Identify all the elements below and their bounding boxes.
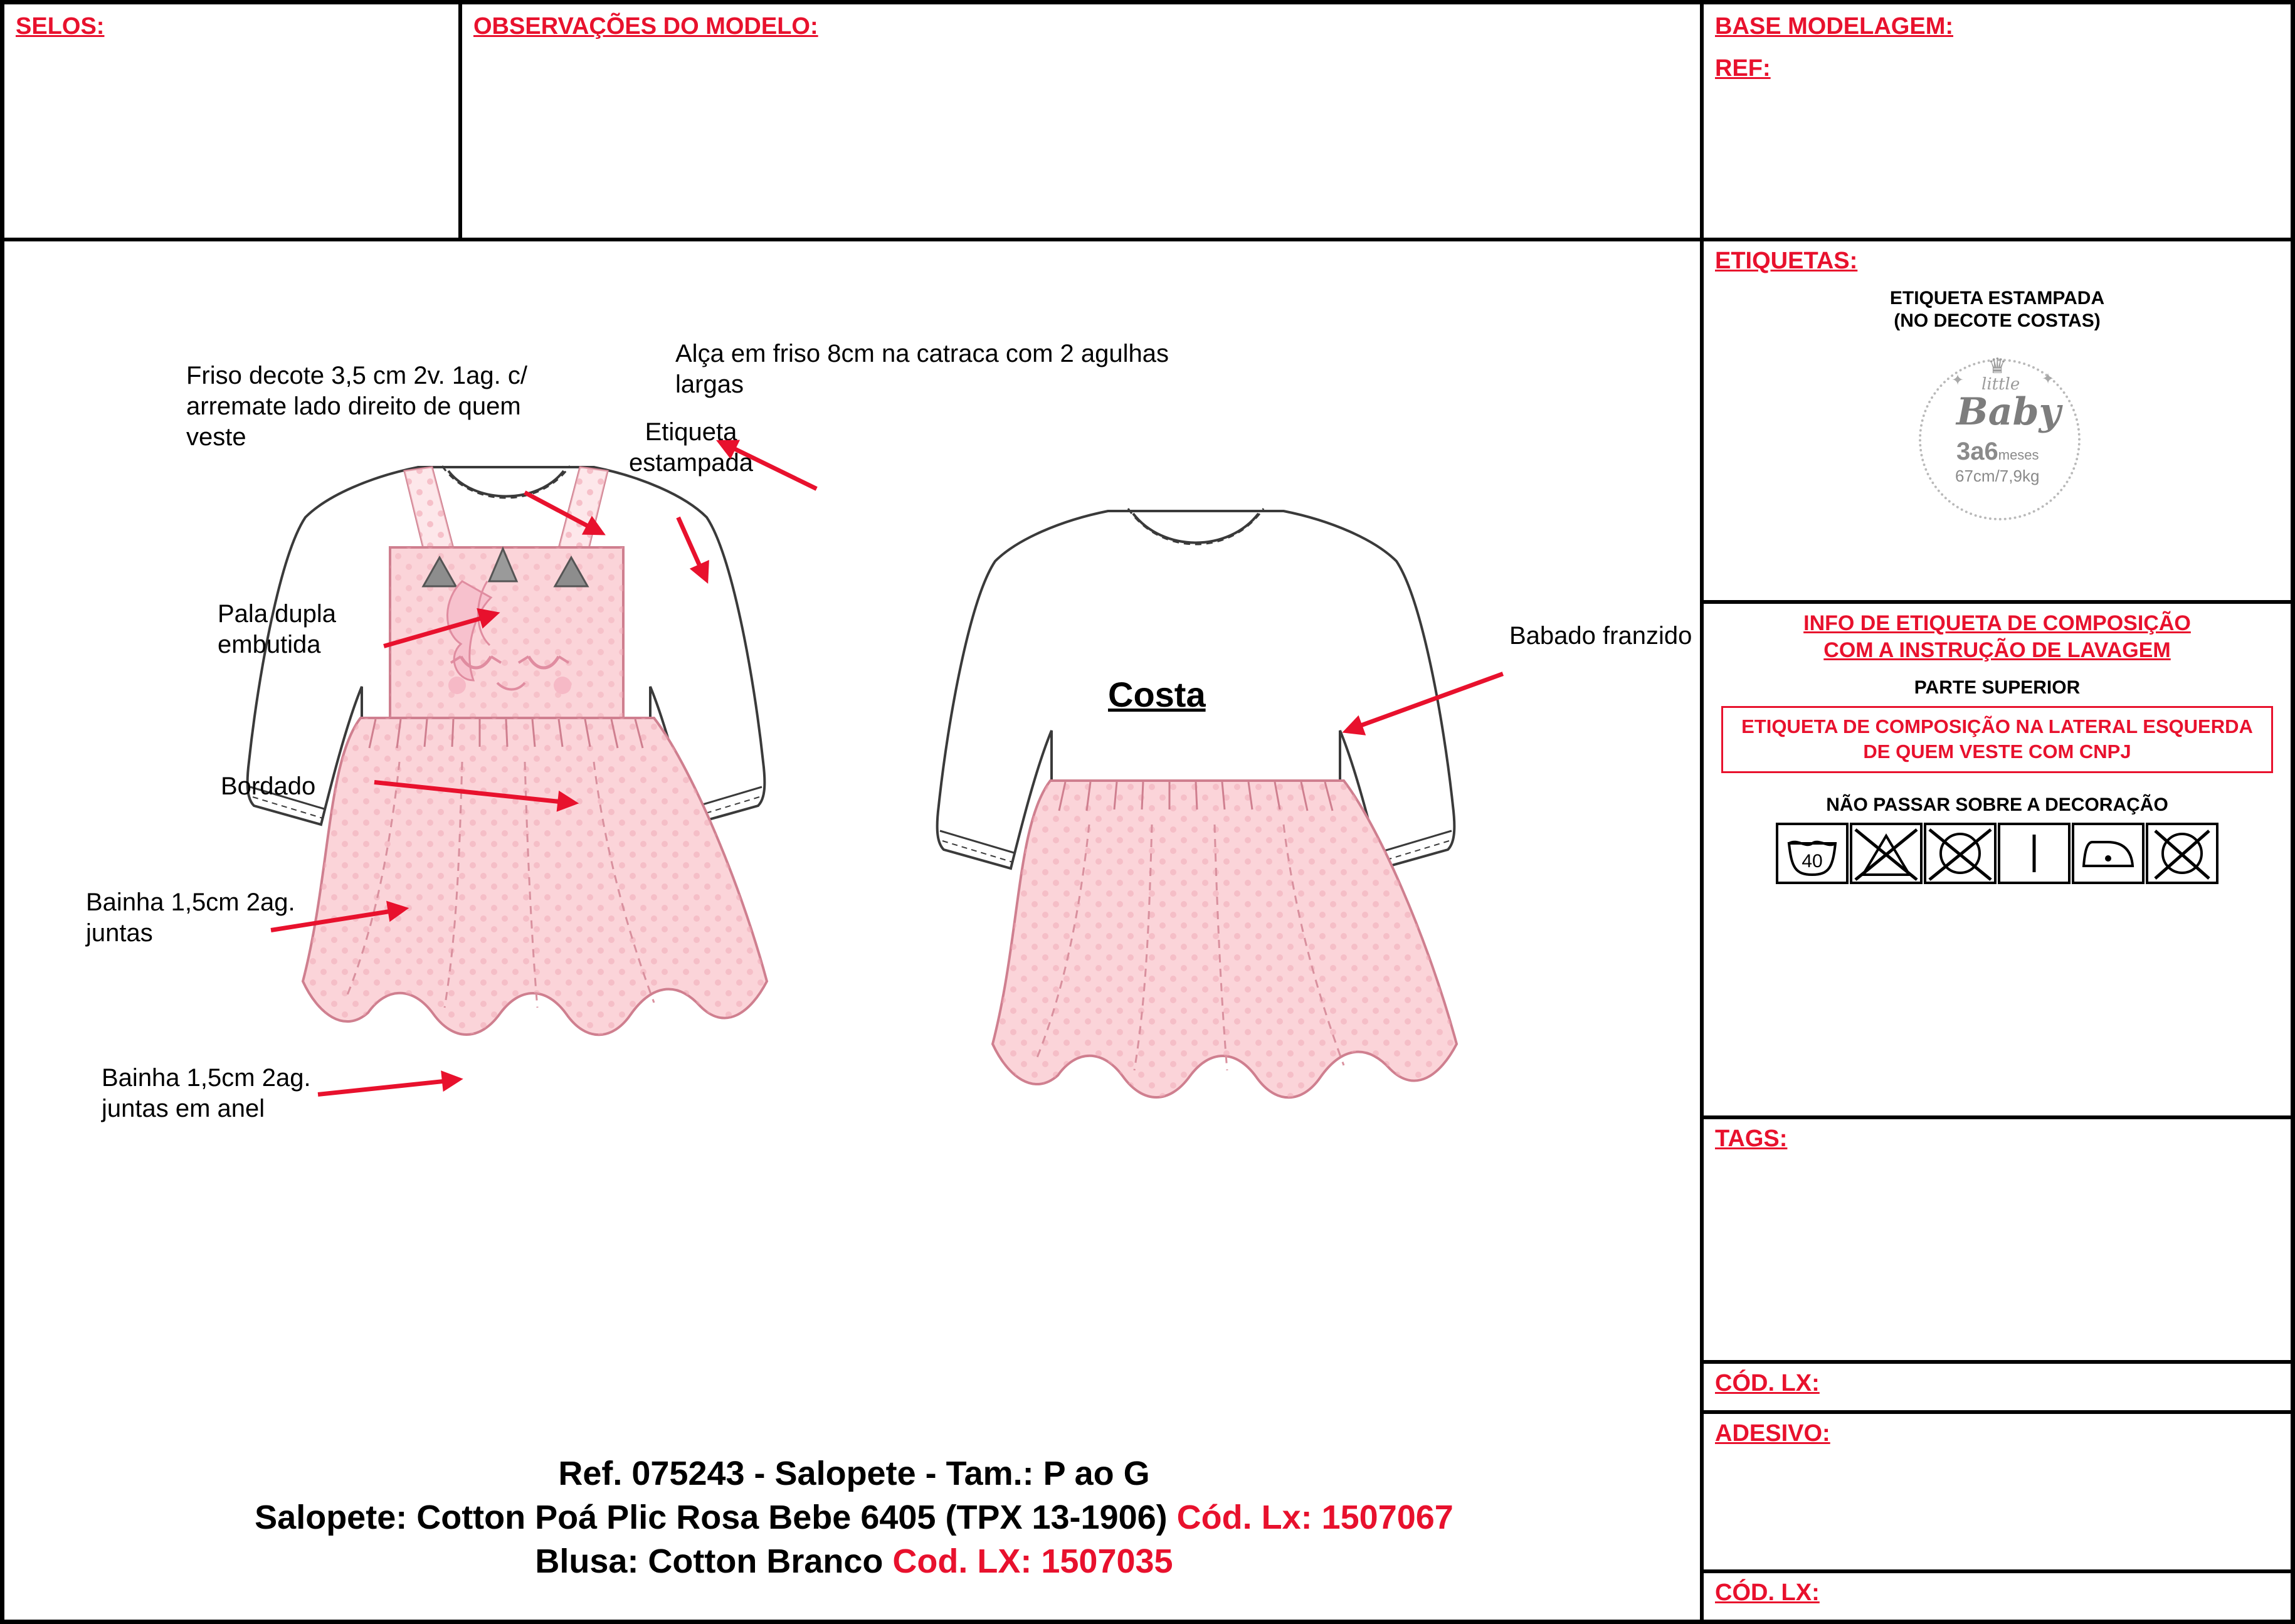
annotation-babado: Babado franzido	[1509, 622, 1692, 650]
base-modelagem-label: BASE MODELAGEM:	[1715, 13, 1953, 40]
brand-little-text: little	[1981, 375, 2020, 394]
adesivo-label: ADESIVO:	[1715, 1420, 1830, 1447]
ref-label: REF:	[1715, 55, 1771, 82]
line-dry-icon	[1997, 822, 2071, 885]
brand-age-value: 3a6	[1956, 438, 1998, 465]
annotation-etiqueta-estampada: Etiqueta estampada	[629, 418, 753, 477]
composicao-instruction-box: ETIQUETA DE COMPOSIÇÃO NA LATERAL ESQUERDA DE QUEM VESTE COM CNPJ	[1721, 706, 2273, 773]
back-garment-illustration	[901, 430, 1654, 1245]
brand-age-text	[1956, 438, 2039, 466]
etiqueta-estampada-line2: (NO DECOTE COSTAS)	[1894, 310, 2101, 331]
star-icon-left: ✦	[1951, 372, 1965, 389]
footer-line-2-red: Cód. Lx: 1507067	[1176, 1499, 1454, 1537]
cod-lx-label-1: CÓD. LX:	[1715, 1370, 1820, 1396]
brand-label-artwork	[1894, 337, 2101, 525]
no-bleach-icon	[1849, 822, 1923, 885]
brand-age-unit: meses	[1998, 447, 2039, 463]
parte-superior-label: PARTE SUPERIOR	[1914, 677, 2081, 698]
adesivo-cell	[1702, 1412, 2292, 1571]
no-tumble-dry-icon	[1923, 822, 1997, 885]
wash-40-icon	[1775, 822, 1849, 885]
info-title-line2: COM A INSTRUÇÃO DE LAVAGEM	[1823, 638, 2171, 662]
tags-cell	[1702, 1117, 2292, 1362]
cod-lx-label-2: CÓD. LX:	[1715, 1579, 1820, 1606]
info-composicao-title	[1704, 604, 2291, 663]
footer-line-3-black: Blusa: Cotton Branco	[535, 1542, 893, 1581]
observacoes-label: OBSERVAÇÕES DO MODELO:	[473, 13, 818, 40]
cod-lx-cell-1	[1702, 1362, 2292, 1412]
footer-line-2	[4, 1495, 1704, 1539]
selos-cell	[3, 3, 460, 240]
footer-line-2-black: Salopete: Cotton Poá Plic Rosa Bebe 6405 (TPX 13-1906)	[255, 1499, 1177, 1537]
brand-baby-text: Baby	[1956, 390, 2061, 434]
nao-passar-label: NÃO PASSAR SOBRE A DECORAÇÃO	[1826, 794, 2168, 815]
annotation-bainha-2: Bainha 1,5cm 2ag. juntas em anel	[102, 1064, 311, 1122]
garment-spec-footer	[4, 1452, 1704, 1584]
etiqueta-estampada-title	[1704, 287, 2291, 332]
svg-text:40: 40	[1802, 850, 1823, 872]
no-dry-clean-icon	[2145, 822, 2219, 885]
footer-line-1: Ref. 075243 - Salopete - Tam.: P ao G	[558, 1455, 1150, 1492]
base-modelagem-cell	[1702, 3, 2292, 240]
etiqueta-estampada-line1: ETIQUETA ESTAMPADA	[1889, 288, 2105, 308]
iron-low-icon	[2071, 822, 2145, 885]
etiquetas-label: ETIQUETAS:	[1715, 248, 1858, 274]
annotation-alca-friso: Alça em friso 8cm na catraca com 2 agulhas largas	[675, 340, 1169, 398]
annotation-friso-decote: Friso decote 3,5 cm 2v. 1ag. c/ arremate lado direito de quem veste	[186, 362, 527, 451]
observacoes-cell	[460, 3, 1702, 240]
brand-measures-text: 67cm/7,9kg	[1955, 467, 2040, 485]
selos-label: SELOS:	[16, 13, 105, 40]
info-composicao-cell	[1702, 602, 2292, 1117]
footer-line-3	[4, 1539, 1704, 1583]
star-icon-right: ✦	[2042, 371, 2055, 388]
annotation-pala-dupla: Pala dupla embutida	[218, 600, 337, 658]
cod-lx-cell-2	[1702, 1571, 2292, 1621]
crown-icon: ♛	[1988, 354, 2007, 378]
care-symbols-row	[1704, 822, 2291, 885]
main-drawing-area	[3, 240, 1702, 1621]
annotation-bainha-1: Bainha 1,5cm 2ag. juntas	[86, 888, 295, 947]
back-view-title: Costa	[1108, 675, 1206, 714]
annotation-bordado: Bordado	[221, 772, 316, 800]
footer-line-3-red: Cod. LX: 1507035	[892, 1542, 1173, 1581]
info-title-line1: INFO DE ETIQUETA DE COMPOSIÇÃO	[1803, 611, 2191, 635]
tags-label: TAGS:	[1715, 1126, 1788, 1152]
etiquetas-cell	[1702, 240, 2292, 602]
